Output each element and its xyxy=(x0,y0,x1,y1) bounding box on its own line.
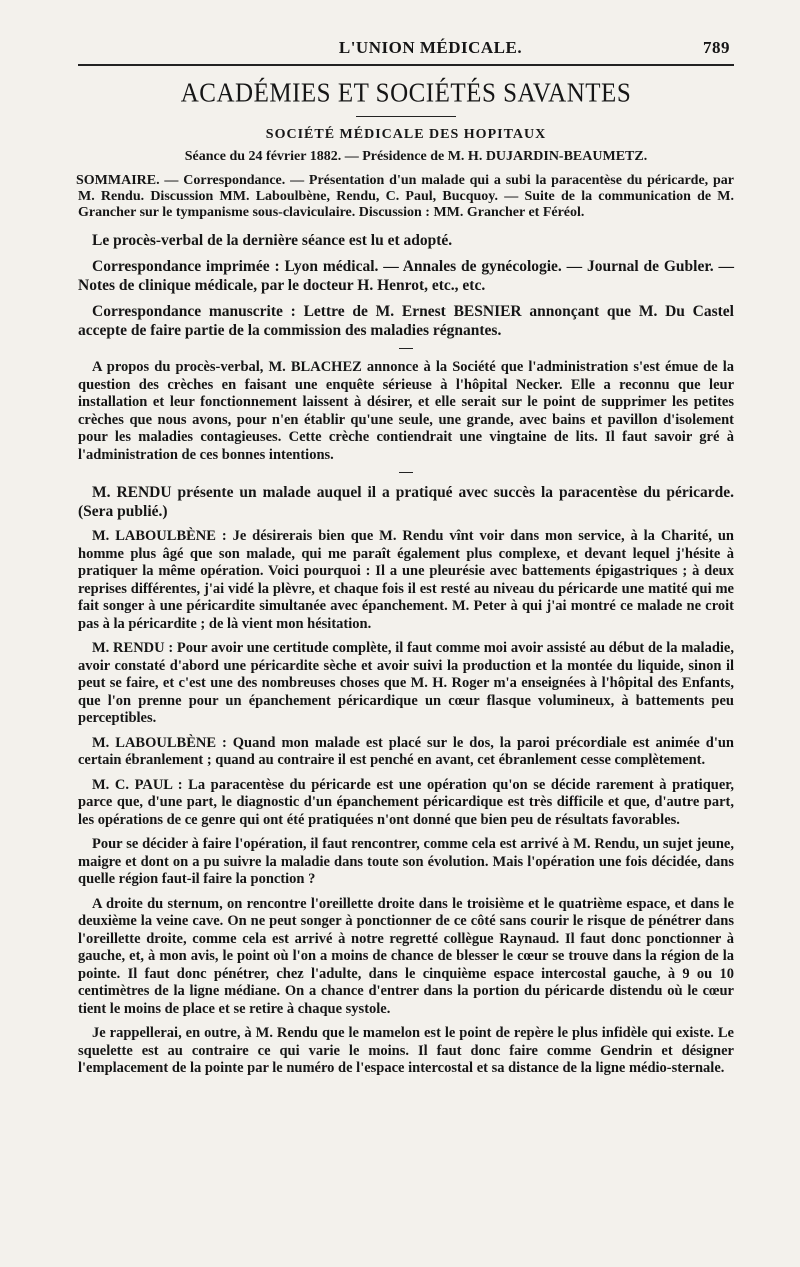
paragraph-manuscript-correspondence: Correspondance manuscrite : Lettre de M. Ernest BESNIER annonçant que M. Du Castel accepte de faire partie de la commission des maladies régnantes. xyxy=(78,303,734,339)
paragraph-laboulbene-1: M. LABOULBÈNE : Je désirerais bien que M. Rendu vînt voir dans mon service, à la Charité, un homme plus âgé que son malade, qui me paraît également plus complexe, et devant lequel j'hésite à pratiquer la même opération. Voici pourquoi : Il a une pleurésie avec battements épigastriques ; à deux reprises différentes, j'ai vidé la plèvre, et chaque fois il est resté au niveau du péricarde une matité qui me fait songer à une péricardite simultanée avec épanchement. M. Peter à qui j'ai montré ce malade ne croit pas à la péricardite ; de là vient mon hésitation. xyxy=(78,528,734,632)
page-number: 789 xyxy=(703,38,730,57)
paragraph-paul-1: M. C. PAUL : La paracentèse du péricarde est une opération qu'on se décide rarement à pratiquer, parce que, d'une part, le diagnostic d'un épanchement péricardique est très difficile et que, d'autre part, les opérations de ce genre qui ont été pratiquées n'ont donné que bien peu de résultats favorables. xyxy=(78,776,734,828)
article-page xyxy=(78,38,734,1085)
separator xyxy=(399,472,413,473)
paragraph-paul-3: A droite du sternum, on rencontre l'oreillette droite dans le troisième et le quatrième espace, et dans le deuxième la veine cave. On ne peut songer à ponctionner de ce côté sans courir le risque de pénétrer dans l'oreillette droite, comme cela est arrivé à notre regretté collègue Raynaud. Il faut donc ponctionner à gauche, et, à mon avis, le point où l'on a moins de chance de blesser le cœur se trouve dans la région de la pointe. Il faut donc pénétrer, chez l'adulte, dans le cinquième espace intercostal gauche, à 9 ou 10 centimètres de la ligne médiane. On a chance d'entrer dans la portion du péricarde distendu où le cœur tient le moins de place et se retire à chaque systole. xyxy=(78,895,734,1017)
section-title: ACADÉMIES ET SOCIÉTÉS SAVANTES xyxy=(180,78,632,109)
paragraph-paul-4: Je rappellerai, en outre, à M. Rendu que le mamelon est le point de repère le plus infidèle qui existe. Le squelette est au contraire ce qui varie le moins. Il faut donc faire comme Gendrin et désigner l'emplacement de la pointe par le numéro de l'espace intercostal et sa distance de la ligne médio-sternale. xyxy=(78,1025,734,1076)
paragraph-laboulbene-2: M. LABOULBÈNE : Quand mon malade est placé sur le dos, la paroi précordiale est animée d'un certain ébranlement ; quand au contraire il est penché en avant, cet ébranlement cesse complètement. xyxy=(78,734,734,768)
paragraph-rendu-reply: M. RENDU : Pour avoir une certitude complète, il faut comme moi avoir assisté au début de la maladie, avoir constaté d'abord une péricardite sèche et avoir suivi la production et la montée du liquide, sinon il peut se faire, et c'est une des nombreuses choses que M. H. Roger m'a enseignées à l'hôpital des Enfants, que l'on prenne pour un épanchement péricardique un cœur flasque volumineux, à battements peu perceptibles. xyxy=(78,640,734,726)
title-rule xyxy=(356,116,456,117)
paragraph-rendu-presentation: M. RENDU présente un malade auquel il a pratiqué avec succès la paracentèse du péricarde. (Sera publié.) xyxy=(78,484,734,520)
session-line: Séance du 24 février 1882. — Présidence de M. H. DUJARDIN-BEAUMETZ. xyxy=(184,149,648,164)
paragraph-paul-2: Pour se décider à faire l'opération, il faut rencontrer, comme cela est arrivé à M. Rendu, un sujet jeune, maigre et dont on a pu suivre la maladie dans toute son évolution. Mais l'opération une fois décidée, dans quelle région faut-il faire la ponction ? xyxy=(78,836,734,887)
paragraph-blachez: A propos du procès-verbal, M. BLACHEZ annonce à la Société que l'administration s'est émue de la question des crèches en faisant une enquête sérieuse à l'hôpital Necker. Elle a reconnu que leur installation et leur fonctionnement laissent à désirer, et elle serait sur le point de supprimer les petites crèches que nous avons, pour n'en établir qu'une seule, une grande, avec bains et pavillon d'isolement pour les maladies contagieuses. Cette crèche contiendrait une vingtaine de lits. Il faut savoir gré à l'administration de ces bonnes intentions. xyxy=(78,359,734,463)
separator xyxy=(399,348,413,349)
running-header xyxy=(78,38,734,64)
society-name: SOCIÉTÉ MÉDICALE DES HOPITAUX xyxy=(265,127,547,142)
journal-title: L'UNION MÉDICALE. xyxy=(338,38,523,57)
header-rule xyxy=(78,64,734,66)
paragraph-minutes: Le procès-verbal de la dernière séance est lu et adopté. xyxy=(92,232,453,249)
paragraph-printed-correspondence: Correspondance imprimée : Lyon médical. — Annales de gynécologie. — Journal de Gubler. — Notes de clinique médicale, par le docteur H. Henrot, etc., etc. xyxy=(78,258,734,294)
summary: SOMMAIRE. — Correspondance. — Présentation d'un malade qui a subi la paracentèse du péricarde, par M. Rendu. Discussion MM. Laboulbène, Rendu, C. Paul, Bucquoy. — Suite de la communication de M. Grancher sur le tympanisme sous-claviculaire. Discussion : MM. Grancher et Féréol. xyxy=(76,173,734,220)
